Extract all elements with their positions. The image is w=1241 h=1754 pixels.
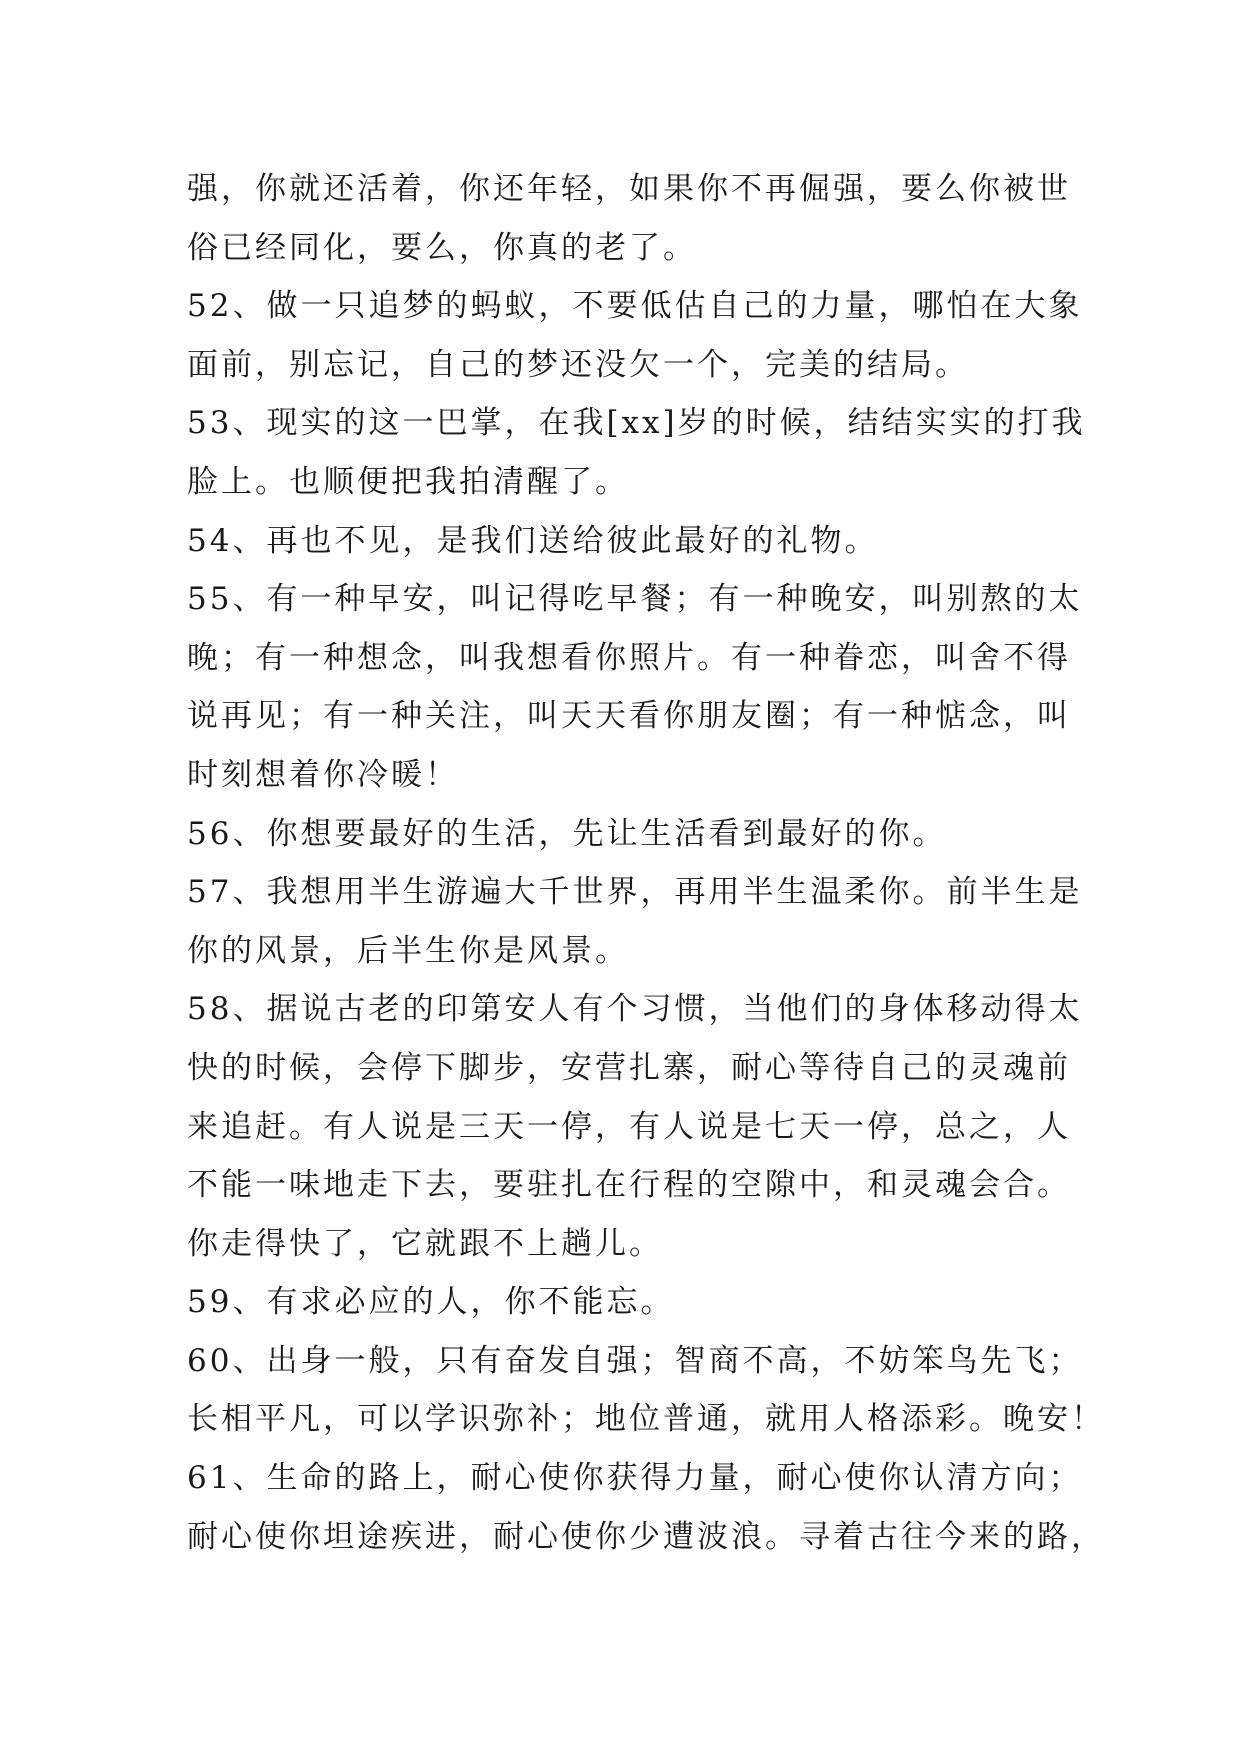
text-line: 58、据说古老的印第安人有个习惯，当他们的身体移动得太 xyxy=(187,991,1083,1028)
text-line: 不能一味地走下去，要驻扎在行程的空隙中，和灵魂会合。 xyxy=(187,1167,1071,1204)
text-line: 61、生命的路上，耐心使你获得力量，耐心使你认清方向； xyxy=(187,1460,1083,1497)
text-line: 60、出身一般，只有奋发自强；智商不高，不妨笨鸟先飞； xyxy=(187,1342,1083,1379)
text-line: 来追赶。有人说是三天一停，有人说是七天一停，总之，人 xyxy=(187,1108,1071,1145)
text-line: 59、有求必应的人，你不能忘。 xyxy=(187,1284,675,1321)
text-line: 53、现实的这一巴掌，在我[xx]岁的时候，结结实实的打我 xyxy=(187,405,1086,442)
text-line: 耐心使你坦途疾进，耐心使你少遭波浪。寻着古往今来的路， xyxy=(187,1518,1105,1555)
text-line: 俗已经同化，要么，你真的老了。 xyxy=(187,229,697,266)
text-line: 强，你就还活着，你还年轻，如果你不再倔强，要么你被世 xyxy=(187,171,1071,207)
text-line: 脸上。也顺便把我拍清醒了。 xyxy=(187,463,629,500)
text-line: 晚；有一种想念，叫我想看你照片。有一种眷恋，叫舍不得 xyxy=(187,639,1071,676)
document-body xyxy=(187,160,1105,1566)
text-line: 快的时候，会停下脚步，安营扎寨，耐心等待自己的灵魂前 xyxy=(187,1049,1071,1086)
text-line: 你走得快了，它就跟不上趟儿。 xyxy=(187,1225,663,1262)
text-line: 你的风景，后半生你是风景。 xyxy=(187,932,629,969)
text-line: 52、做一只追梦的蚂蚁，不要低估自己的力量，哪怕在大象 xyxy=(187,288,1083,325)
text-line: 57、我想用半生游遍大千世界，再用半生温柔你。前半生是 xyxy=(187,874,1083,911)
text-line: 56、你想要最好的生活，先让生活看到最好的你。 xyxy=(187,815,947,852)
text-line: 面前，别忘记，自己的梦还没欠一个，完美的结局。 xyxy=(187,346,969,383)
text-line: 时刻想着你冷暖！ xyxy=(187,756,459,793)
text-line: 长相平凡，可以学识弥补；地位普通，就用人格添彩。晚安！ xyxy=(187,1401,1105,1438)
text-line: 54、再也不见，是我们送给彼此最好的礼物。 xyxy=(187,522,879,559)
text-line: 55、有一种早安，叫记得吃早餐；有一种晚安，叫别熬的太 xyxy=(187,581,1083,618)
text-line: 说再见；有一种关注，叫天天看你朋友圈；有一种惦念，叫 xyxy=(187,698,1071,735)
